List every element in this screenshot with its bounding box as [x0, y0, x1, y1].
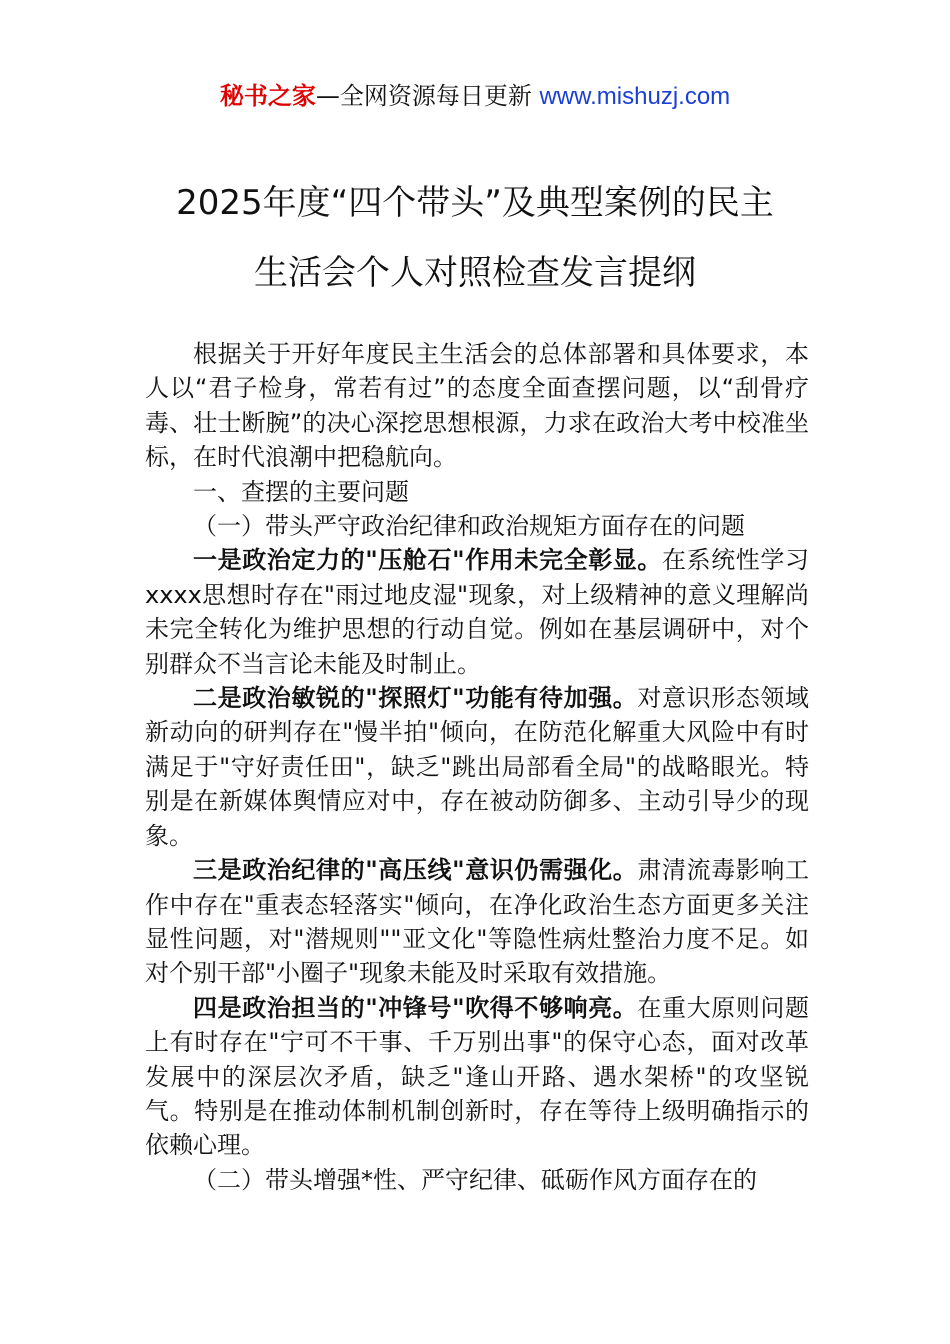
issue-lead-1: 一是政治定力的"压舱石"作用未完全彰显。 — [193, 546, 662, 575]
title-line-2: 生活会个人对照检查发言提纲 — [254, 253, 696, 293]
title-line-1: 2025年度“四个带头”及典型案例的民主 — [176, 183, 774, 223]
document-body — [145, 337, 809, 1197]
site-header — [0, 80, 950, 113]
issue-lead-2: 二是政治敏锐的"探照灯"功能有待加强。 — [193, 684, 638, 713]
issue-paragraph-3 — [145, 853, 809, 991]
issue-text-1: 在系统性学习xxxx思想时存在"雨过地皮湿"现象，对上级精神的意义理解尚未完全转化为维护思想的行动自觉。例如在基层调研中，对个别群众不当言论未能及时制止。 — [145, 546, 809, 678]
issue-lead-4: 四是政治担当的"冲锋号"吹得不够响亮。 — [193, 993, 638, 1022]
issue-text-2: 对意识形态领域新动向的研判存在"慢半拍"倾向，在防范化解重大风险中有时满足于"守好责任田"，缺乏"跳出局部看全局"的战略眼光。特别是在新媒体舆情应对中，存在被动防御多、主动引导少的现象。 — [145, 684, 810, 850]
site-url-link[interactable]: www.mishuzj.com — [539, 83, 731, 110]
header-tagline: —全网资源每日更新 — [315, 82, 532, 110]
issue-paragraph-4 — [145, 991, 809, 1163]
brand-name: 秘书之家 — [219, 82, 316, 110]
section-heading-1: 一、查摆的主要问题 — [193, 477, 409, 506]
issue-lead-3: 三是政治纪律的"高压线"意识仍需强化。 — [193, 856, 638, 885]
issue-paragraph-1 — [145, 543, 809, 681]
document-title — [0, 168, 950, 308]
issue-text-4: 在重大原则问题上有时存在"宁可不干事、千万别出事"的保守心态，面对改革发展中的深层次矛盾，缺乏"逢山开路、遇水架桥"的攻坚锐气。特别是在推动体制机制创新时，存在等待上级明确指示的依赖心理。 — [145, 993, 810, 1160]
subsection-heading-1: （一）带头严守政治纪律和政治规矩方面存在的问题 — [193, 512, 745, 541]
issue-paragraph-2 — [145, 681, 809, 853]
issue-text-3: 肃清流毒影响工作中存在"重表态轻落实"倾向，在净化政治生态方面更多关注显性问题，对"潜规则""亚文化"等隐性病灶整治力度不足。如对个别干部"小圈子"现象未能及时采取有效措施。 — [145, 856, 810, 988]
intro-paragraph: 根据关于开好年度民主生活会的总体部署和具体要求，本人以“君子检身，常若有过”的态度全面查摆问题，以“刮骨疗毒、壮士断腕”的决心深挖思想根源，力求在政治大考中校准坐标，在时代浪潮中把稳航向。 — [145, 340, 809, 472]
subsection-heading-2: （二）带头增强*性、严守纪律、砥砺作风方面存在的 — [193, 1165, 757, 1194]
